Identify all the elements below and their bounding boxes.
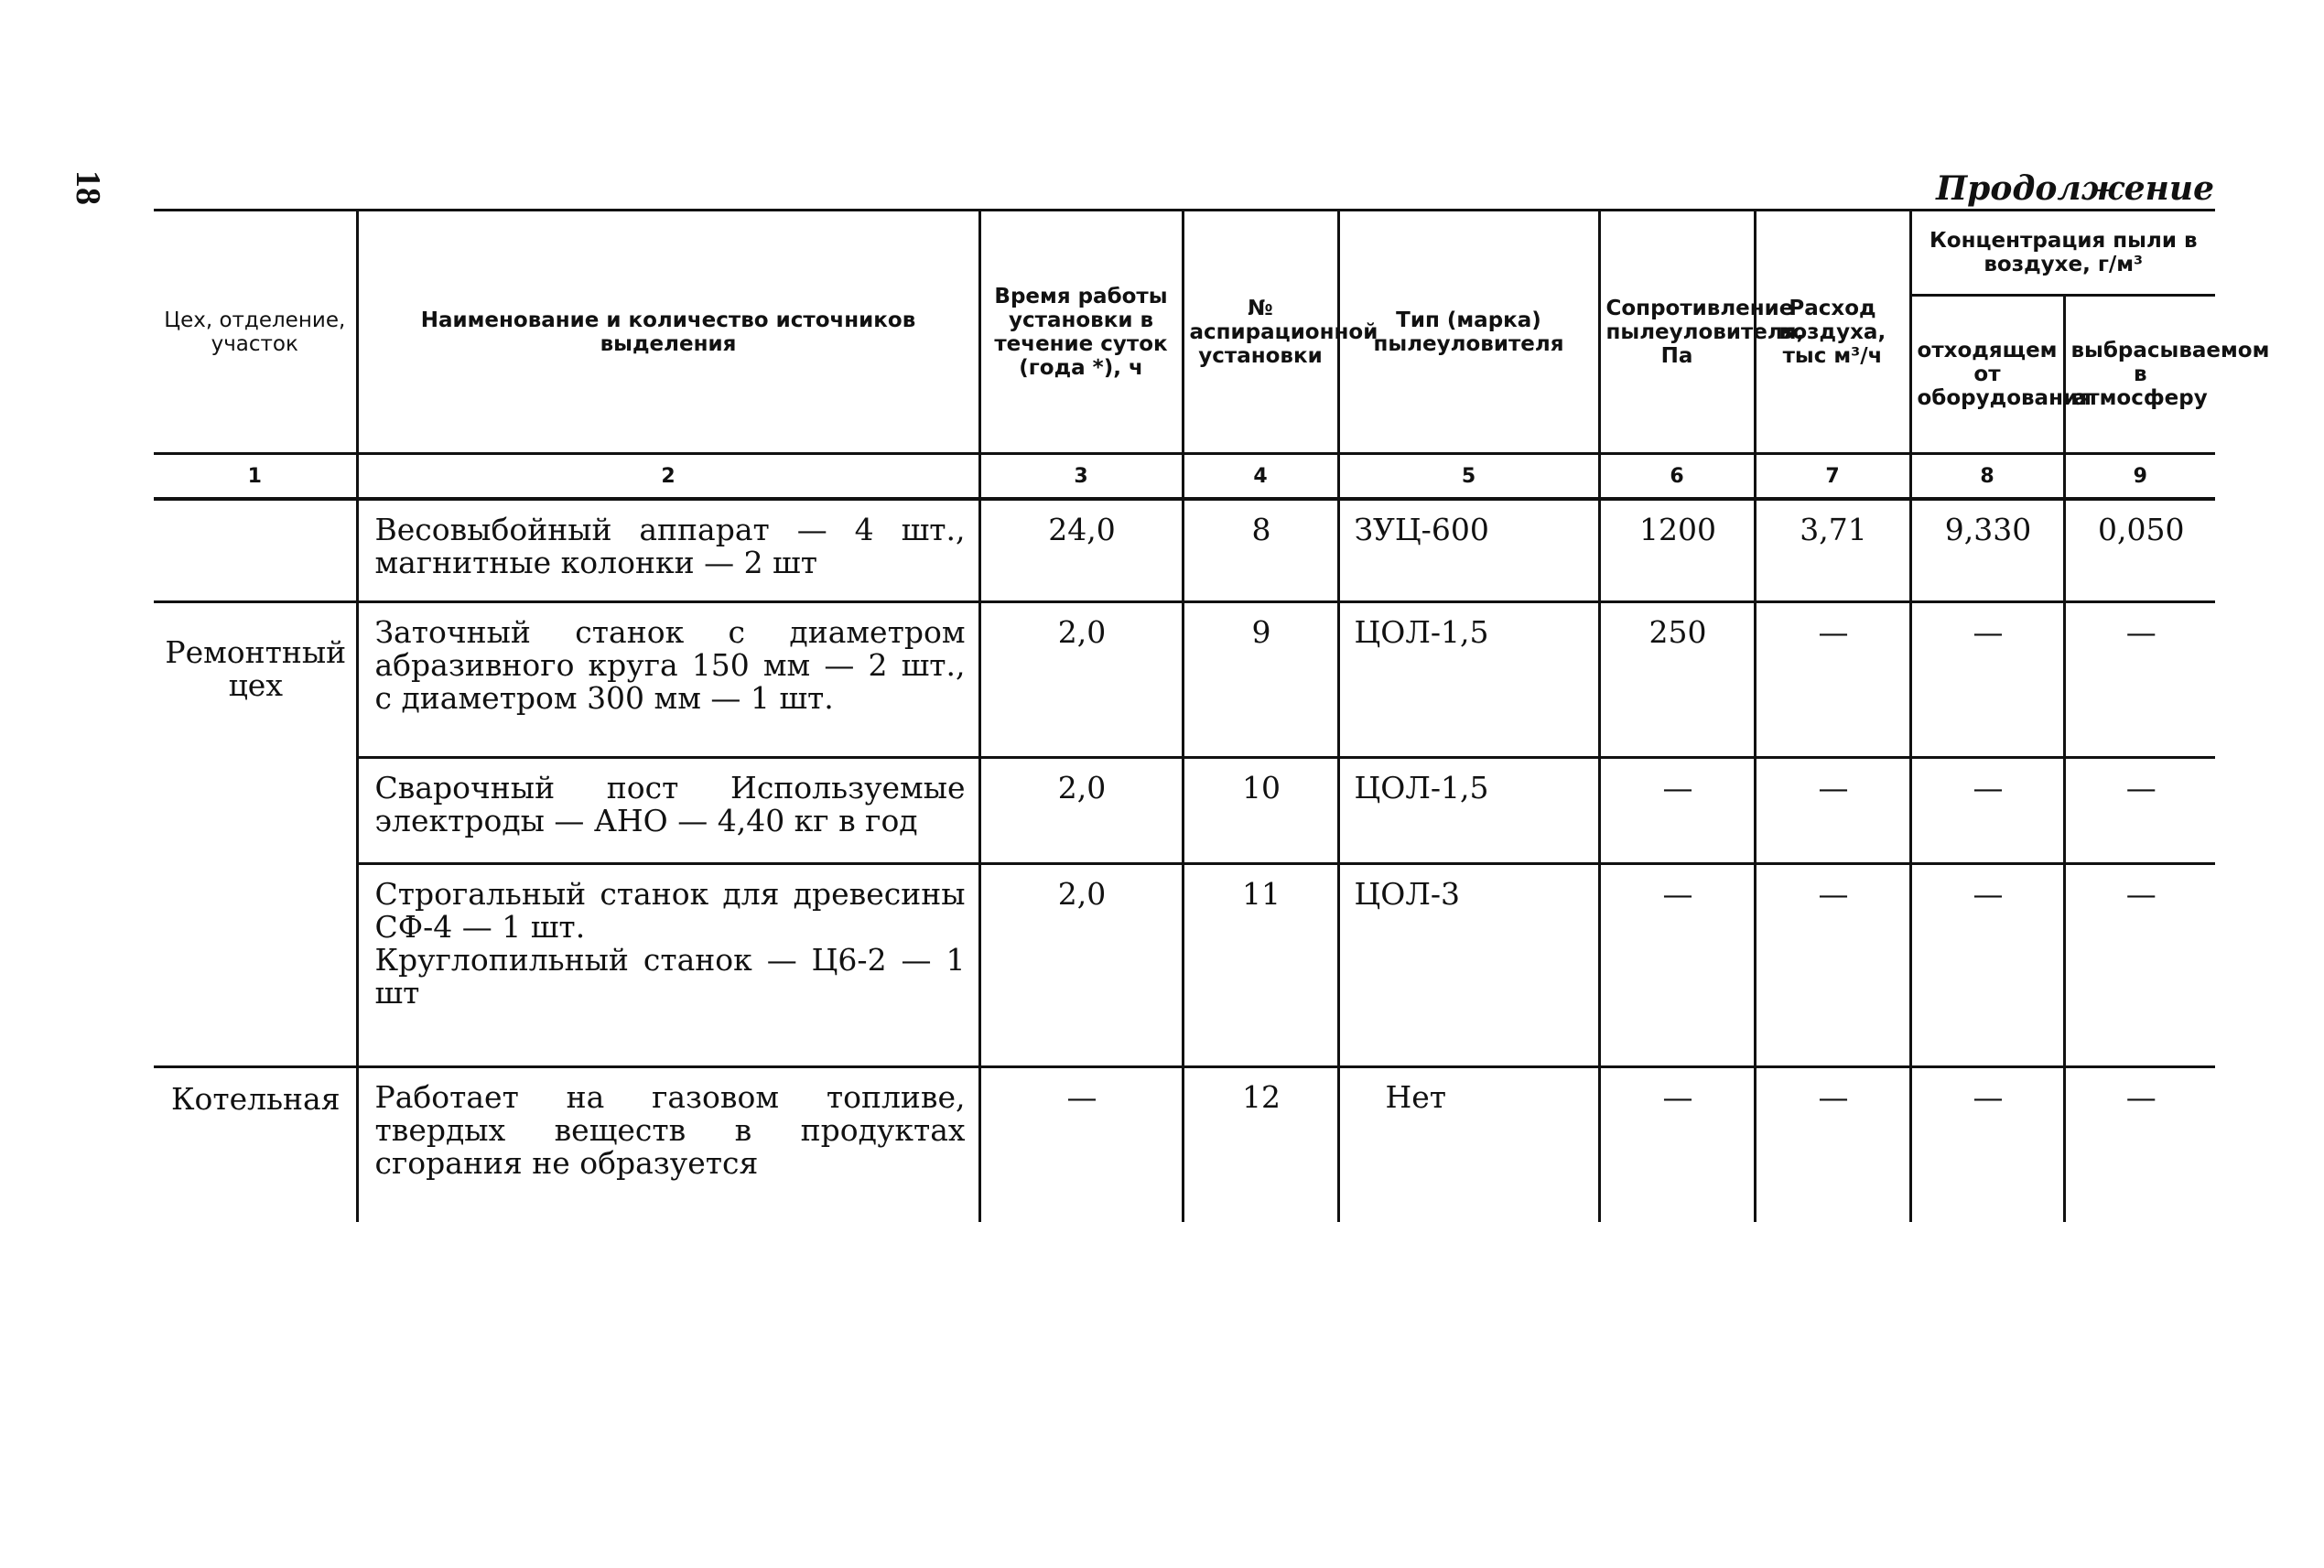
table-row	[154, 757, 2215, 863]
header-conc-atmosphere: выбрасываемом в атмосферу	[2064, 296, 2215, 454]
conc-atmosphere: —	[2064, 1066, 2215, 1222]
section-cell: Ремонтный цех	[154, 601, 357, 1066]
source-name: Работает на газовом топливе, твердых веществ в продуктах сгорания не образуется	[357, 1066, 979, 1222]
air-flow: —	[1755, 1066, 1910, 1222]
unit-number: 10	[1183, 757, 1338, 863]
column-number: 4	[1183, 454, 1338, 500]
table-row	[154, 499, 2215, 601]
collector-type: ЦОЛ-1,5	[1338, 601, 1599, 757]
resistance: 1200	[1599, 499, 1755, 601]
column-number: 6	[1599, 454, 1755, 500]
unit-number: 12	[1183, 1066, 1338, 1222]
resistance: —	[1599, 863, 1755, 1066]
collector-type: ЗУЦ-600	[1338, 499, 1599, 601]
column-number: 1	[154, 454, 357, 500]
conc-atmosphere: —	[2064, 601, 2215, 757]
unit-number: 11	[1183, 863, 1338, 1066]
unit-number: 8	[1183, 499, 1338, 601]
collector-type: Нет	[1338, 1066, 1599, 1222]
conc-outgoing: —	[1910, 863, 2064, 1066]
conc-outgoing: —	[1910, 757, 2064, 863]
air-flow: —	[1755, 757, 1910, 863]
column-number: 7	[1755, 454, 1910, 500]
air-flow: 3,71	[1755, 499, 1910, 601]
column-number: 9	[2064, 454, 2215, 500]
source-name: Заточный станок с диаметром абразивного круга 150 мм — 2 шт., с диаметром 300 мм — 1 шт.	[357, 601, 979, 757]
column-number: 3	[979, 454, 1183, 500]
page-number: 18	[69, 170, 107, 205]
section-cell	[154, 499, 357, 601]
header-section: Цех, отделение, участок	[154, 211, 357, 454]
header-unit-number: № аспирационной установки	[1183, 211, 1338, 454]
conc-outgoing: —	[1910, 601, 2064, 757]
column-number: 5	[1338, 454, 1599, 500]
conc-atmosphere: —	[2064, 757, 2215, 863]
work-time: —	[979, 1066, 1183, 1222]
section-cell: Котельная	[154, 1066, 357, 1222]
dust-collection-table	[154, 209, 2270, 1222]
source-name: Весовыбойный аппарат — 4 шт., магнитные колонки — 2 шт	[357, 499, 979, 601]
work-time: 2,0	[979, 863, 1183, 1066]
continued-label: Продолжение	[1936, 169, 2214, 208]
column-number: 2	[357, 454, 979, 500]
conc-atmosphere: —	[2064, 863, 2215, 1066]
resistance: —	[1599, 1066, 1755, 1222]
source-name: Сварочный пост Используемые электроды — АНО — 4,40 кг в год	[357, 757, 979, 863]
work-time: 24,0	[979, 499, 1183, 601]
source-name-line: Круглопильный станок — Ц6-2 — 1 шт	[374, 941, 966, 1011]
table-row	[154, 601, 2215, 757]
collector-type: ЦОЛ-1,5	[1338, 757, 1599, 863]
source-name-line: Строгальный станок для древесины СФ-4 — 1 шт.	[374, 875, 966, 945]
conc-outgoing: —	[1910, 1066, 2064, 1222]
header-collector-type: Тип (марка) пылеуловителя	[1338, 211, 1599, 454]
header-concentration-group: Концентрация пыли в воздухе, г/м³	[1910, 211, 2215, 296]
resistance: 250	[1599, 601, 1755, 757]
column-number: 8	[1910, 454, 2064, 500]
header-work-time: Время работы установки в течение суток (года *), ч	[979, 211, 1183, 454]
header-conc-outgoing: отходящем от оборудования	[1910, 296, 2064, 454]
header-resistance: Сопротивление пылеуловителя, Па	[1599, 211, 1755, 454]
conc-atmosphere: 0,050	[2064, 499, 2215, 601]
table-row	[154, 863, 2215, 1066]
air-flow: —	[1755, 863, 1910, 1066]
table-row	[154, 1066, 2215, 1222]
source-name	[357, 863, 979, 1066]
header-source-name: Наименование и количество источников выделения	[357, 211, 979, 454]
work-time: 2,0	[979, 757, 1183, 863]
unit-number: 9	[1183, 601, 1338, 757]
conc-outgoing: 9,330	[1910, 499, 2064, 601]
air-flow: —	[1755, 601, 1910, 757]
header-air-flow: Расход воздуха, тыс м³/ч	[1755, 211, 1910, 454]
resistance: —	[1599, 757, 1755, 863]
collector-type: ЦОЛ-3	[1338, 863, 1599, 1066]
work-time: 2,0	[979, 601, 1183, 757]
